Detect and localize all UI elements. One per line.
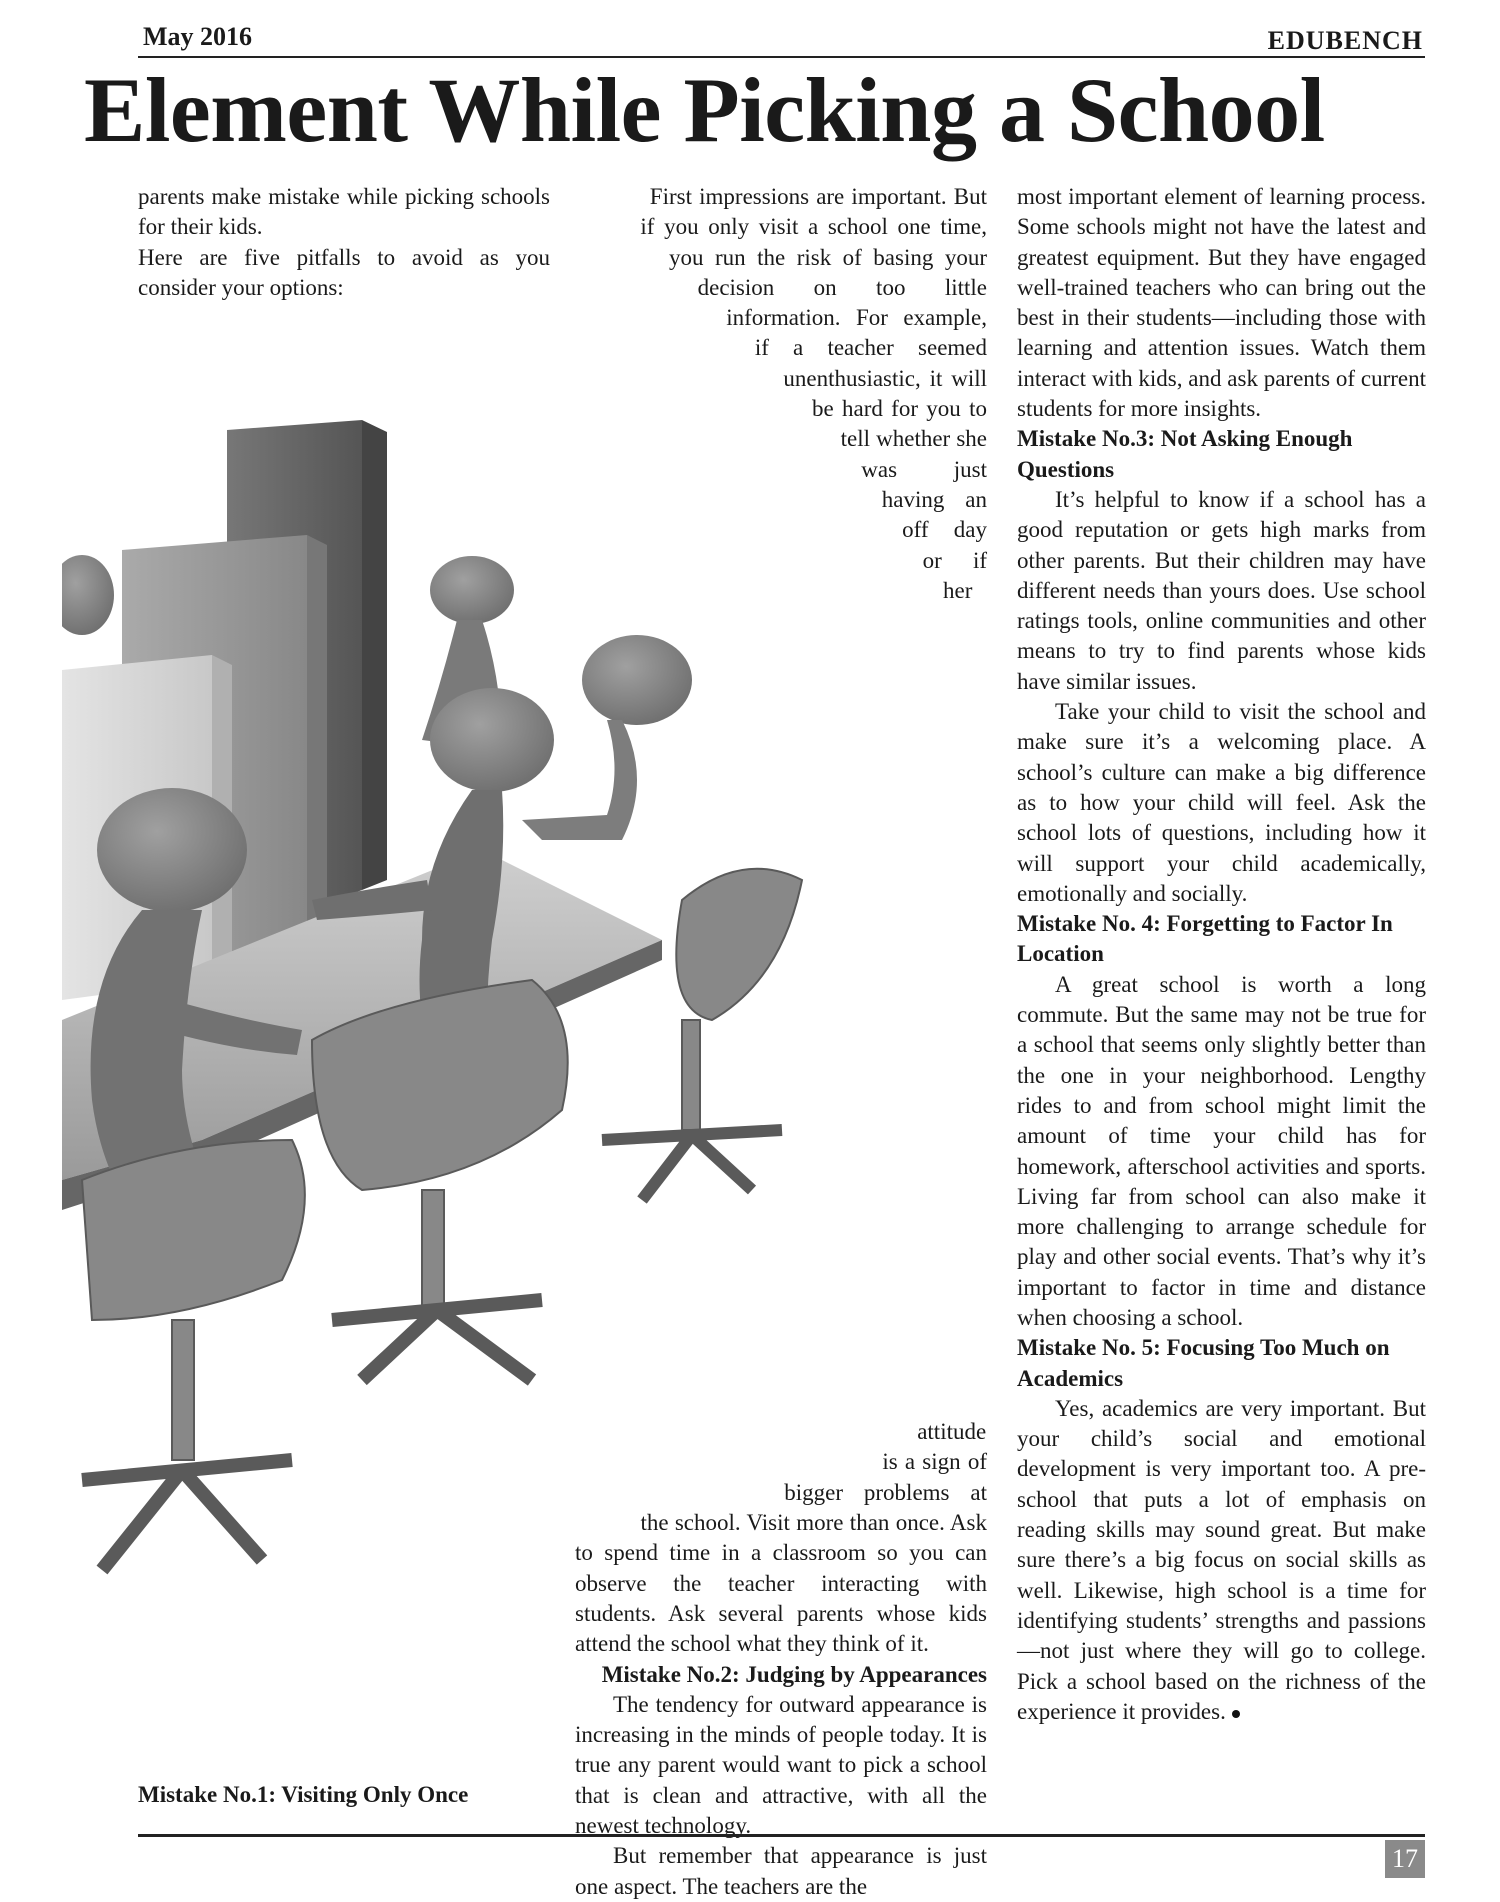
heading-mistake-4: Mistake No. 4: Forgetting to Factor In Location	[1017, 911, 1393, 967]
article-title: Element While Picking a School	[84, 59, 1325, 161]
issue-date: May 2016	[143, 22, 253, 51]
heading-mistake-1: Mistake No.1: Visiting Only Once	[138, 1782, 469, 1807]
footer-rule	[138, 1834, 1425, 1837]
column-3	[1017, 182, 1426, 1727]
col2-paragraph-3: But remember that appearance is just one aspect. The teachers are the	[575, 1843, 987, 1899]
page-number: 17	[1385, 1840, 1425, 1878]
col3-paragraph-2: It’s helpful to know if a school has a good reputation or gets high marks from other parents. But their children may have different needs than yours does. Use school ratings tools, online communities and other means to try to find parents whose kids have similar issues.	[1017, 486, 1426, 694]
header-rule	[138, 56, 1425, 58]
col3-paragraph-5	[1017, 1394, 1426, 1727]
figure-far-left	[62, 555, 114, 635]
col3-paragraph-4: A great school is worth a long commute. But the same may not be true for a school that seems only slightly better than the one in your neighborhood. Lengthy rides to and from school might limit the amount of time your child has for homework, afterschool activities and sports. Living far from school can also make it more challenging to arrange schedule for play and other social events. That’s why it’s important to factor in time and distance when choosing a school.	[1017, 971, 1426, 1330]
col2-paragraph-1: First impressions are important. But if you only visit a school one time, you run the risk of basing your decision on too little information. For example, if a teacher seemed unenthusiastic, it will be hard for you to tell whether she was just having an off day or if her attitude is a sign of bigger problems at the school. Visit more than once. Ask to spend time in a classroom so you can observe the teacher interacting with students. Ask several parents whose kids attend the school what they think of it.	[575, 184, 987, 1657]
col3-paragraph-1: most important element of learning process. Some schools might not have the latest and greatest equipment. But they have engaged well-trained teachers who can bring out the best in their students—including those with learning and attention issues. Watch them interact with kids, and ask parents of current students for more insights.	[1017, 184, 1426, 422]
heading-mistake-3: Mistake No.3: Not Asking Enough Questions	[1017, 426, 1353, 482]
magazine-brand: EDUBENCH	[1267, 26, 1423, 55]
col1-paragraph-1: parents make mistake while picking schools for their kids.	[138, 184, 550, 240]
col1-paragraph-2: Here are five pitfalls to avoid as you consider your options:	[138, 244, 550, 300]
col3-paragraph-3: Take your child to visit the school and make sure it’s a welcoming place. A school’s culture can make a big difference as to how your child will feel. Ask the school lots of questions, including how it will support your child academically, emotionally and socially.	[1017, 699, 1426, 906]
heading-mistake-2: Mistake No.2: Judging by Appearances	[601, 1661, 987, 1687]
column-1	[138, 182, 550, 303]
column-2	[575, 182, 987, 1899]
end-mark-icon	[1232, 1710, 1240, 1718]
heading-mistake-5: Mistake No. 5: Focusing Too Much on Academics	[1017, 1335, 1390, 1391]
col3-paragraph-5-text: Yes, academics are very important. But your child’s social and emotional development is very important too. A pre-school that puts a lot of emphasis on reading skills may sound great. But make sure there’s a big focus on social skills as well. Likewise, high school is a time for identifying students’ strengths and passions—not just where they will go to college. Pick a school based on the richness of the experience it provides.	[1017, 1395, 1426, 1724]
col2-paragraph-2: The tendency for outward appearance is increasing in the minds of people today. It is true any parent would want to pick a school that is clean and attractive, with all the newest technology.	[575, 1691, 987, 1839]
